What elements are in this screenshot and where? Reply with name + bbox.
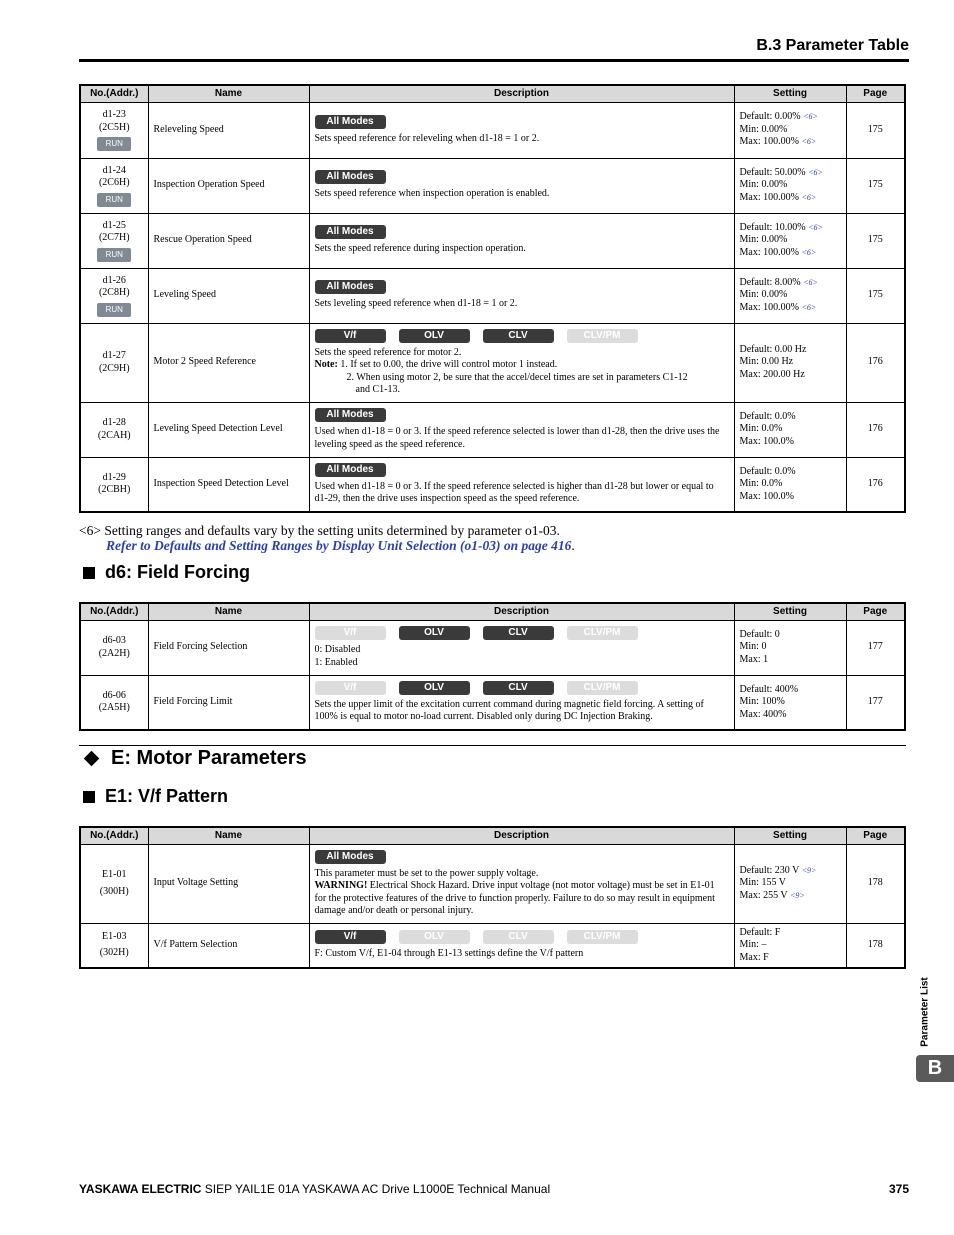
param-no: d1-25 [102, 219, 126, 231]
header-rule [79, 59, 909, 62]
mode-badge-clvpm: CLV/PM [567, 930, 638, 944]
mode-badge-olv: OLV [399, 329, 470, 343]
param-description: 1: Enabled [314, 656, 358, 668]
param-no: d1-29 [102, 471, 126, 483]
table-row [80, 844, 905, 923]
setting-min: Min: 0.00% [739, 123, 788, 135]
setting-min: Min: 155 V [739, 877, 786, 889]
side-tab-label-text: Parameter List [919, 977, 931, 1047]
setting-min: Min: 0.00% [739, 179, 788, 191]
page-link[interactable]: 176 [846, 402, 905, 457]
param-description: 0: Disabled [314, 644, 361, 655]
param-description: Sets speed reference for releveling when d1-18 = 1 or 2. [314, 132, 540, 144]
footer-doc-title: SIEP YAIL1E 01A YASKAWA AC Drive L1000E Technical Manual [201, 1182, 551, 1196]
square-bullet-icon [83, 567, 95, 579]
col-header-page: Page [846, 827, 905, 844]
col-header-setting: Setting [734, 85, 846, 102]
footnote-ref[interactable]: <9> [801, 865, 817, 875]
side-tab-b[interactable]: B [916, 1055, 954, 1082]
page-link[interactable]: 177 [846, 675, 905, 730]
section-heading-d6 [83, 562, 250, 583]
param-no: d1-27 [102, 350, 126, 361]
table-row [80, 620, 905, 675]
mode-badge-vf: V/f [315, 329, 386, 343]
section-title: E1: V/f Pattern [105, 786, 229, 806]
setting-min: Min: – [739, 939, 767, 950]
col-header-page: Page [846, 603, 905, 620]
param-description: This parameter must be set to the power supply voltage. [314, 867, 539, 879]
page-link[interactable]: 177 [846, 620, 905, 675]
footnote-text: <6> Setting ranges and defaults vary by the setting units determined by parameter o1-03. [79, 523, 560, 538]
param-name: Leveling Speed Detection Level [148, 402, 309, 457]
note-line: and C1-13. [355, 384, 400, 395]
setting-default: Default: 0.0% [739, 465, 796, 477]
table-header-row [80, 827, 905, 844]
param-addr: (2CBH) [98, 484, 131, 496]
parameter-table-d1 [79, 84, 906, 513]
param-description: Sets the upper limit of the excitation current command during magnetic field forcing. A setting of 100% is equal to motor no-load current. Disabled only during DC Injection Braking. [314, 698, 704, 723]
table-row [80, 268, 905, 323]
col-header-no: No.(Addr.) [80, 827, 148, 844]
page-link[interactable]: 175 [846, 268, 905, 323]
mode-badge-all: All Modes [315, 850, 386, 864]
param-no: d1-28 [102, 417, 126, 428]
col-header-name: Name [148, 85, 309, 102]
param-addr: (300H) [99, 885, 129, 897]
parameter-table-d6 [79, 602, 906, 731]
footer-brand: YASKAWA ELECTRIC [79, 1182, 202, 1196]
param-description: Used when d1-18 = 0 or 3. If the speed reference selected is lower than d1-28, then the drive uses the leveling speed as the speed reference. [314, 426, 720, 450]
section-header-title: B.3 Parameter Table [756, 37, 909, 54]
page-link[interactable]: 175 [846, 102, 905, 158]
table-row [80, 402, 905, 457]
param-addr: (2C5H) [98, 121, 130, 133]
param-description: Used when d1-18 = 0 or 3. If the speed reference selected is higher than d1-28 but lower or equal to d1-29, then the drive uses inspection speed as the speed reference. [314, 480, 714, 505]
setting-max: Max: 100.0% [739, 435, 794, 447]
col-header-description: Description [309, 827, 734, 844]
section-title: d6: Field Forcing [105, 562, 251, 582]
page-link[interactable]: 176 [846, 457, 905, 512]
page-link[interactable]: 178 [846, 844, 905, 923]
section-title: E: Motor Parameters [111, 747, 307, 769]
run-icon: RUN [97, 193, 131, 207]
setting-min: Min: 0.00% [739, 289, 788, 301]
page-link[interactable]: 175 [846, 158, 905, 213]
mode-badge-all: All Modes [315, 280, 386, 294]
parameter-table-e1 [79, 826, 906, 969]
table-header-row [80, 85, 905, 102]
footnote-ref[interactable]: <6> [801, 192, 817, 202]
page-link[interactable]: 175 [846, 213, 905, 268]
col-header-setting: Setting [734, 603, 846, 620]
page-number: 375 [888, 1182, 909, 1196]
setting-default: Default: 0 [739, 628, 780, 640]
param-description: Sets the speed reference for motor 2. [314, 346, 462, 358]
col-header-name: Name [148, 827, 309, 844]
mode-badge-clv: CLV [483, 930, 554, 944]
param-name: Motor 2 Speed Reference [148, 323, 309, 402]
mode-badge-vf: V/f [315, 681, 386, 695]
note-line: 1. If set to 0.00, the drive will control motor 1 instead. [340, 359, 558, 370]
mode-badge-clv: CLV [483, 626, 554, 640]
mode-badge-all: All Modes [315, 463, 386, 477]
param-description: Sets leveling speed reference when d1-18 = 1 or 2. [314, 298, 518, 310]
mode-badge-clv: CLV [483, 329, 554, 343]
col-header-no: No.(Addr.) [80, 603, 148, 620]
footnote-ref[interactable]: <6> [801, 137, 817, 147]
table-row [80, 675, 905, 730]
setting-default: Default: 230 V [739, 864, 802, 876]
setting-max: Max: 100.00% [739, 246, 802, 258]
warning-text: Electrical Shock Hazard. Drive input voltage (not motor voltage) must be set in E1-01 for the protective features of the drive to function properly. Failure to do so may result in equipment damage and/or death or personal injury. [314, 880, 715, 916]
footnote-ref[interactable]: <6> [803, 277, 818, 287]
param-addr: (302H) [99, 947, 129, 959]
warning-label: WARNING! [314, 880, 368, 891]
param-name: Field Forcing Selection [148, 620, 309, 675]
param-no: E1-03 [102, 930, 127, 942]
param-description: Sets the speed reference during inspection operation. [314, 243, 526, 255]
setting-default: Default: 50.00% [739, 166, 809, 178]
note-line: 2. When using motor 2, be sure that the accel/decel times are set in parameters C1-12 [346, 371, 688, 383]
param-name: Releveling Speed [148, 102, 309, 158]
mode-badge-all: All Modes [315, 170, 386, 184]
setting-max: Max: 200.00 Hz [739, 368, 805, 380]
col-header-setting: Setting [734, 827, 846, 844]
setting-min: Min: 0 [739, 641, 767, 653]
param-no: d6-03 [102, 635, 126, 646]
param-name: Inspection Speed Detection Level [148, 457, 309, 512]
mode-badge-vf: V/f [315, 626, 386, 640]
param-no: d1-26 [102, 274, 126, 286]
mode-badge-clvpm: CLV/PM [567, 681, 638, 695]
setting-default: Default: 400% [739, 683, 799, 695]
section-heading-e1 [83, 786, 228, 807]
footnote-ref[interactable]: <6> [808, 167, 823, 177]
param-name: Field Forcing Limit [148, 675, 309, 730]
page-link[interactable]: 176 [846, 323, 905, 402]
setting-min: Min: 0.0% [739, 423, 783, 435]
side-tab-label [917, 970, 933, 1054]
table-row [80, 158, 905, 213]
param-addr: (2C7H) [98, 232, 130, 243]
col-header-no: No.(Addr.) [80, 85, 148, 102]
col-header-description: Description [309, 85, 734, 102]
square-bullet-icon [83, 791, 95, 803]
param-no: d1-23 [102, 109, 126, 120]
param-no: d1-24 [102, 164, 126, 176]
setting-default: Default: F [739, 926, 781, 938]
setting-max: Max: 100.0% [739, 490, 794, 502]
setting-default: Default: 8.00% [739, 276, 804, 288]
mode-badge-all: All Modes [315, 225, 386, 239]
setting-min: Min: 0.0% [739, 478, 783, 489]
table-row [80, 102, 905, 158]
setting-max: Max: 100.00% [739, 136, 802, 148]
param-name: Leveling Speed [148, 268, 309, 323]
mode-badge-clvpm: CLV/PM [567, 626, 638, 640]
page-link[interactable]: 178 [846, 923, 905, 968]
setting-max: Max: F [739, 951, 769, 963]
setting-default: Default: 0.0% [739, 410, 796, 422]
param-description: Sets speed reference when inspection operation is enabled. [314, 188, 550, 200]
run-icon: RUN [97, 137, 131, 151]
footnote-ref[interactable]: <6> [808, 222, 823, 232]
col-header-description: Description [309, 603, 734, 620]
param-addr: (2CAH) [97, 429, 131, 441]
param-addr: (2C8H) [98, 287, 130, 298]
footnote-ref[interactable]: <9> [789, 890, 805, 900]
param-addr: (2A5H) [98, 702, 130, 714]
table-row [80, 323, 905, 402]
page-footer [79, 1182, 909, 1196]
setting-max: Max: 100.00% [739, 301, 802, 313]
param-name: V/f Pattern Selection [148, 923, 309, 968]
mode-badge-olv: OLV [399, 626, 470, 640]
table-header-row [80, 603, 905, 620]
section-heading-e [82, 747, 307, 770]
param-name: Rescue Operation Speed [148, 213, 309, 268]
mode-badge-clv: CLV [483, 681, 554, 695]
col-header-name: Name [148, 603, 309, 620]
run-icon: RUN [97, 303, 131, 317]
setting-max: Max: 100.00% [739, 191, 802, 203]
setting-min: Min: 0.00 Hz [739, 356, 794, 368]
param-name: Input Voltage Setting [148, 844, 309, 923]
diamond-bullet-icon [84, 751, 100, 767]
col-header-page: Page [846, 85, 905, 102]
footnote [79, 523, 575, 553]
setting-min: Min: 100% [739, 696, 785, 707]
footnote-ref[interactable]: <6> [801, 302, 817, 312]
table-row [80, 457, 905, 512]
param-no: E1-01 [102, 869, 127, 880]
setting-default: Default: 0.00 Hz [739, 343, 807, 355]
setting-max: Max: 400% [739, 708, 787, 720]
section-rule [79, 745, 906, 746]
mode-badge-all: All Modes [315, 408, 386, 422]
mode-badge-all: All Modes [315, 115, 386, 129]
param-addr: (2A2H) [98, 647, 130, 659]
run-icon: RUN [97, 248, 131, 262]
mode-badge-clvpm: CLV/PM [567, 329, 638, 343]
mode-badge-vf: V/f [315, 930, 386, 944]
param-addr: (2C6H) [98, 177, 130, 188]
note-label: Note: [314, 359, 338, 370]
mode-badge-olv: OLV [399, 681, 470, 695]
setting-min: Min: 0.00% [739, 234, 788, 246]
param-addr: (2C9H) [98, 362, 130, 374]
footnote-ref[interactable]: <6> [801, 247, 817, 257]
setting-default: Default: 10.00% [739, 221, 809, 233]
footnote-link-end: . [571, 538, 575, 553]
table-row [80, 923, 905, 968]
param-no: d6-06 [102, 689, 126, 701]
mode-badge-olv: OLV [399, 930, 470, 944]
setting-default: Default: 0.00% [739, 111, 804, 123]
footnote-link[interactable]: Refer to Defaults and Setting Ranges by Display Unit Selection (o1-03) on page 416 [106, 538, 572, 553]
param-name: Inspection Operation Speed [148, 158, 309, 213]
param-description: F: Custom V/f, E1-04 through E1-13 settings define the V/f pattern [314, 948, 584, 959]
footnote-ref[interactable]: <6> [803, 112, 818, 122]
table-row [80, 213, 905, 268]
setting-max: Max: 1 [739, 653, 769, 665]
setting-max: Max: 255 V [739, 889, 790, 901]
